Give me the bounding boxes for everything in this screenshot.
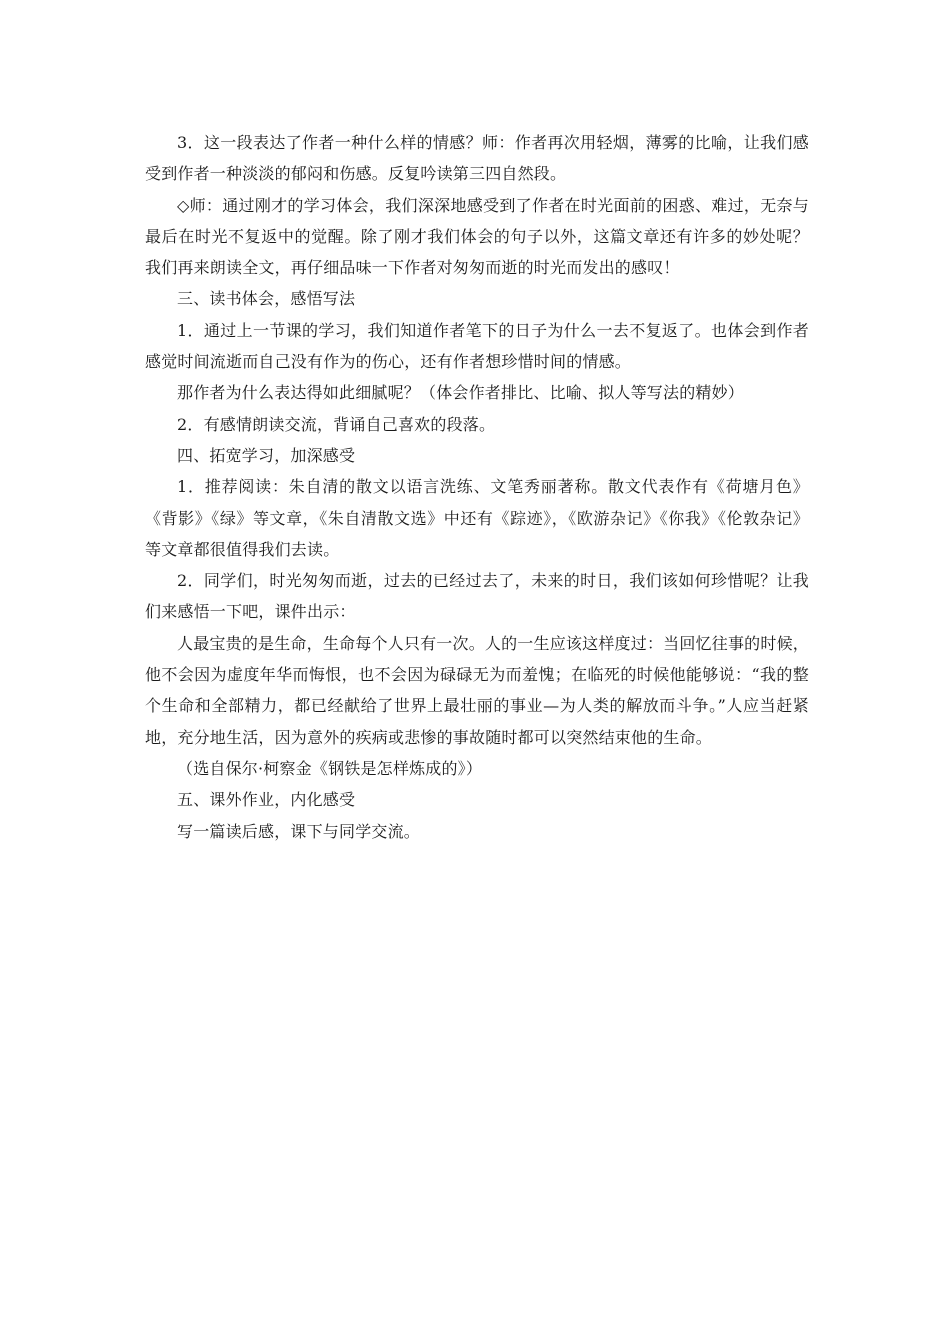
paragraph-teacher-summary: ◇师：通过刚才的学习体会，我们深深地感受到了作者在时光面前的困惑、难过，无奈与最后在时光不复返中的觉醒。除了刚才我们体会的句子以外，这篇文章还有许多的妙处呢？我们再来朗读全文，再仔细品味一下作者对匆匆而逝的时光而发出的感叹！ <box>145 195 809 278</box>
section-heading-5: 五、课外作业，内化感受 <box>177 790 356 810</box>
paragraph-question-3: 3．这一段表达了作者一种什么样的情感？师：作者再次用轻烟，薄雾的比喻，让我们感受到作者一种淡淡的郁闷和伤感。反复吟读第三四自然段。 <box>145 133 809 184</box>
paragraph-quote: 人最宝贵的是生命，生命每个人只有一次。人的一生应该这样度过：当回忆往事的时候，他不会因为虚度年华而悔恨，也不会因为碌碌无为而羞愧；在临死的时候他能够说：“我的整个生命和全部精力，都已经献给了世界上最壮丽的事业—为人类的解放而斗争。”人应当赶紧地，充分地生活，因为意外的疾病或悲惨的事故随时都可以突然结束他的生命。 <box>145 633 809 747</box>
section-heading-4: 四、拓宽学习，加深感受 <box>177 445 356 465</box>
paragraph-item-2: 2．有感情朗读交流，背诵自己喜欢的段落。 <box>177 414 496 434</box>
document-page <box>145 127 809 847</box>
paragraph-cherish-time: 2．同学们，时光匆匆而逝，过去的已经过去了，未来的时日，我们该如何珍惜呢？让我们来感悟一下吧，课件出示： <box>145 571 809 622</box>
paragraph-homework: 写一篇读后感，课下与同学交流。 <box>177 821 421 841</box>
paragraph-writing-methods: 那作者为什么表达得如此细腻呢？（体会作者排比、比喻、拟人等写法的精妙） <box>177 383 745 403</box>
paragraph-item-1: 1．通过上一节课的学习，我们知道作者笔下的日子为什么一去不复返了。也体会到作者感觉时间流逝而自己没有作为的伤心，还有作者想珍惜时间的情感。 <box>145 320 809 372</box>
paragraph-recommended-reading: 1．推荐阅读：朱自清的散文以语言洗练、文笔秀丽著称。散文代表作有《荷塘月色》《背影》《绿》等文章，《朱自清散文选》中还有《踪迹》，《欧游杂记》《你我》《伦敦杂记》等文章都很值得我们去读。 <box>145 477 809 559</box>
paragraph-quote-source: （选自保尔·柯察金《钢铁是怎样炼成的》） <box>177 758 483 778</box>
section-heading-3: 三、读书体会，感悟写法 <box>177 289 356 309</box>
